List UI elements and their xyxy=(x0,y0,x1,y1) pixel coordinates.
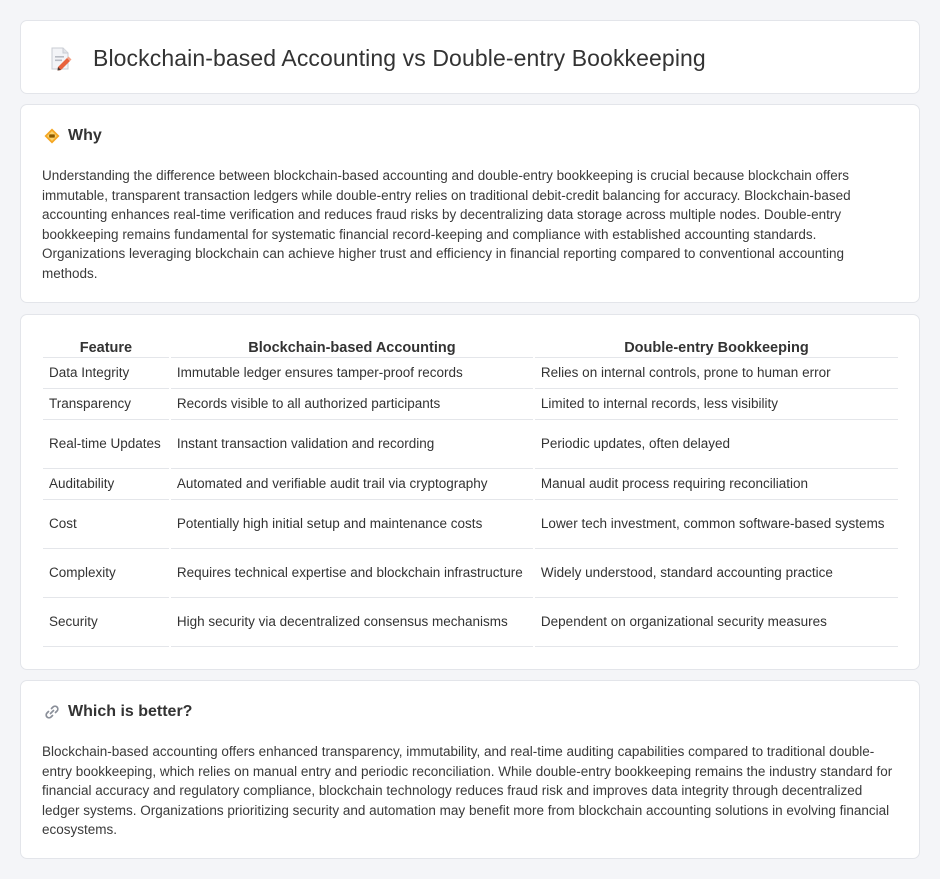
table-cell-feature: Data Integrity xyxy=(43,358,169,389)
better-heading xyxy=(43,703,192,721)
table-row xyxy=(43,420,898,469)
table-header-blockchain: Blockchain-based Accounting xyxy=(171,337,533,358)
which-is-better-card xyxy=(20,680,920,859)
why-title: Why xyxy=(68,127,102,144)
better-text: Blockchain-based accounting offers enhanced transparency, immutability, and real-time auditing capabilities compared to traditional double-entry bookkeeping, which relies on manual entry and periodic reconciliation. While double-entry bookkeeping remains the industry standard for financial accuracy and regulatory compliance, blockchain technology reduces fraud risk and improves data integrity through decentralized ledger systems. Organizations prioritizing security and automation may benefit more from blockchain accounting solutions in evolving financial ecosystems. xyxy=(42,744,893,837)
comparison-table xyxy=(41,337,900,647)
table-cell-blockchain: Records visible to all authorized participants xyxy=(171,389,533,420)
table-row xyxy=(43,549,898,598)
table-row xyxy=(43,598,898,647)
table-cell-blockchain: Instant transaction validation and recording xyxy=(171,420,533,469)
why-heading xyxy=(43,127,102,145)
table-header-feature: Feature xyxy=(43,337,169,358)
comparison-table-card xyxy=(20,314,920,670)
header-card xyxy=(20,20,920,94)
table-row xyxy=(43,389,898,420)
table-row xyxy=(43,358,898,389)
why-card xyxy=(20,104,920,303)
table-cell-double-entry: Lower tech investment, common software-based systems xyxy=(535,500,898,549)
table-cell-double-entry: Relies on internal controls, prone to human error xyxy=(535,358,898,389)
table-cell-double-entry: Periodic updates, often delayed xyxy=(535,420,898,469)
table-cell-feature: Transparency xyxy=(43,389,169,420)
table-cell-blockchain: Automated and verifiable audit trail via cryptography xyxy=(171,469,533,500)
title-row xyxy=(47,45,706,72)
table-row xyxy=(43,469,898,500)
table-cell-double-entry: Manual audit process requiring reconciliation xyxy=(535,469,898,500)
table-header-double-entry: Double-entry Bookkeeping xyxy=(535,337,898,358)
table-cell-blockchain: Immutable ledger ensures tamper-proof records xyxy=(171,358,533,389)
page-title: Blockchain-based Accounting vs Double-entry Bookkeeping xyxy=(93,45,706,71)
link-icon xyxy=(43,703,61,721)
table-cell-feature: Security xyxy=(43,598,169,647)
better-title: Which is better? xyxy=(68,703,193,720)
table-cell-blockchain: High security via decentralized consensus mechanisms xyxy=(171,598,533,647)
table-cell-feature: Auditability xyxy=(43,469,169,500)
table-cell-feature: Cost xyxy=(43,500,169,549)
table-cell-double-entry: Dependent on organizational security measures xyxy=(535,598,898,647)
table-cell-double-entry: Widely understood, standard accounting practice xyxy=(535,549,898,598)
document-pencil-icon xyxy=(47,46,73,72)
why-text: Understanding the difference between blockchain-based accounting and double-entry bookkeeping is crucial because blockchain offers immutable, transparent transaction ledgers while double-entry relies on traditional debit-credit balancing for accuracy. Blockchain-based accounting enhances real-time verification and reduces fraud risks by decentralizing data storage across multiple nodes. Double-entry bookkeeping remains fundamental for systematic financial record-keeping and compliance with established accounting standards. Organizations leveraging blockchain can achieve higher trust and efficiency in financial reporting compared to conventional accounting methods. xyxy=(42,168,851,281)
table-cell-blockchain: Potentially high initial setup and maintenance costs xyxy=(171,500,533,549)
table-header-row xyxy=(43,337,898,358)
table-row xyxy=(43,500,898,549)
table-cell-feature: Complexity xyxy=(43,549,169,598)
diamond-sign-icon xyxy=(43,127,61,145)
table-cell-blockchain: Requires technical expertise and blockchain infrastructure xyxy=(171,549,533,598)
table-cell-double-entry: Limited to internal records, less visibility xyxy=(535,389,898,420)
table-cell-feature: Real-time Updates xyxy=(43,420,169,469)
